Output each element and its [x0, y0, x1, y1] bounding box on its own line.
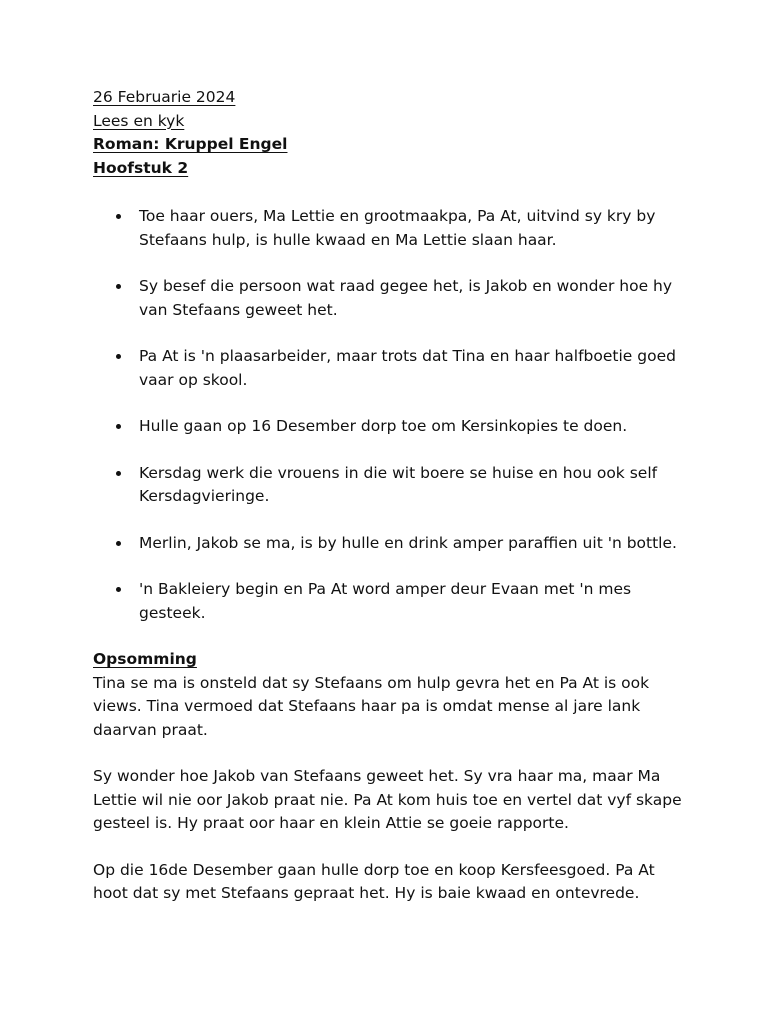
list-item — [93, 275, 683, 322]
list-item — [93, 345, 683, 392]
list-item — [93, 578, 683, 625]
bullet-text: Merlin, Jakob se ma, is by hulle en drink amper paraffien uit 'n bottle. — [139, 533, 677, 552]
list-item — [93, 532, 683, 556]
summary-paragraph-2: Sy wonder hoe Jakob van Stefaans geweet het. Sy vra haar ma, maar Ma Lettie wil nie oor Jakob praat nie. Pa At kom huis toe en vertel dat vyf skape gesteel is. Hy praat oor haar en klein Attie se goeie rapporte. — [93, 767, 682, 832]
bullet-icon — [116, 354, 121, 359]
bullet-text: Toe haar ouers, Ma Lettie en grootmaakpa, Pa At, uitvind sy kry by Stefaans hulp, is hulle kwaad en Ma Lettie slaan haar. — [139, 207, 656, 249]
bullet-text: Hulle gaan op 16 Desember dorp toe om Kersinkopies te doen. — [139, 417, 628, 435]
list-item — [93, 205, 683, 252]
document-page — [93, 86, 683, 929]
list-item — [93, 415, 683, 439]
subtitle-heading: Lees en kyk — [93, 111, 185, 130]
bullet-text: 'n Bakleiery begin en Pa At word amper deur Evaan met 'n mes gesteek. — [139, 580, 632, 622]
bullet-icon — [116, 541, 121, 546]
bullet-icon — [116, 424, 121, 429]
bullet-icon — [116, 471, 121, 476]
date-heading: 26 Februarie 2024 — [93, 88, 236, 106]
bullet-icon — [116, 284, 121, 289]
chapter-title: Hoofstuk 2 — [93, 158, 189, 177]
bullet-icon — [116, 214, 121, 219]
bullet-list — [93, 205, 683, 625]
novel-title: Roman: Kruppel Engel — [93, 135, 288, 153]
summary-paragraph-3: Op die 16de Desember gaan hulle dorp toe en koop Kersfeesgoed. Pa At hoot dat sy met Stefaans gepraat het. Hy is baie kwaad en ontevrede. — [93, 860, 655, 902]
bullet-text: Sy besef die persoon wat raad gegee het, is Jakob en wonder hoe hy van Stefaans geweet het. — [139, 277, 673, 319]
bullet-icon — [116, 587, 121, 592]
list-item — [93, 462, 683, 509]
summary-paragraph-1: Tina se ma is onsteld dat sy Stefaans om hulp gevra het en Pa At is ook views. Tina vermoed dat Stefaans haar pa is omdat mense al jare lank daarvan praat. — [93, 673, 650, 739]
summary-heading: Opsomming — [93, 650, 197, 668]
bullet-text: Kersdag werk die vrouens in die wit boere se huise en hou ook self Kersdagvieringe. — [139, 463, 658, 505]
bullet-text: Pa At is 'n plaasarbeider, maar trots dat Tina en haar halfboetie goed vaar op skool. — [139, 347, 676, 389]
